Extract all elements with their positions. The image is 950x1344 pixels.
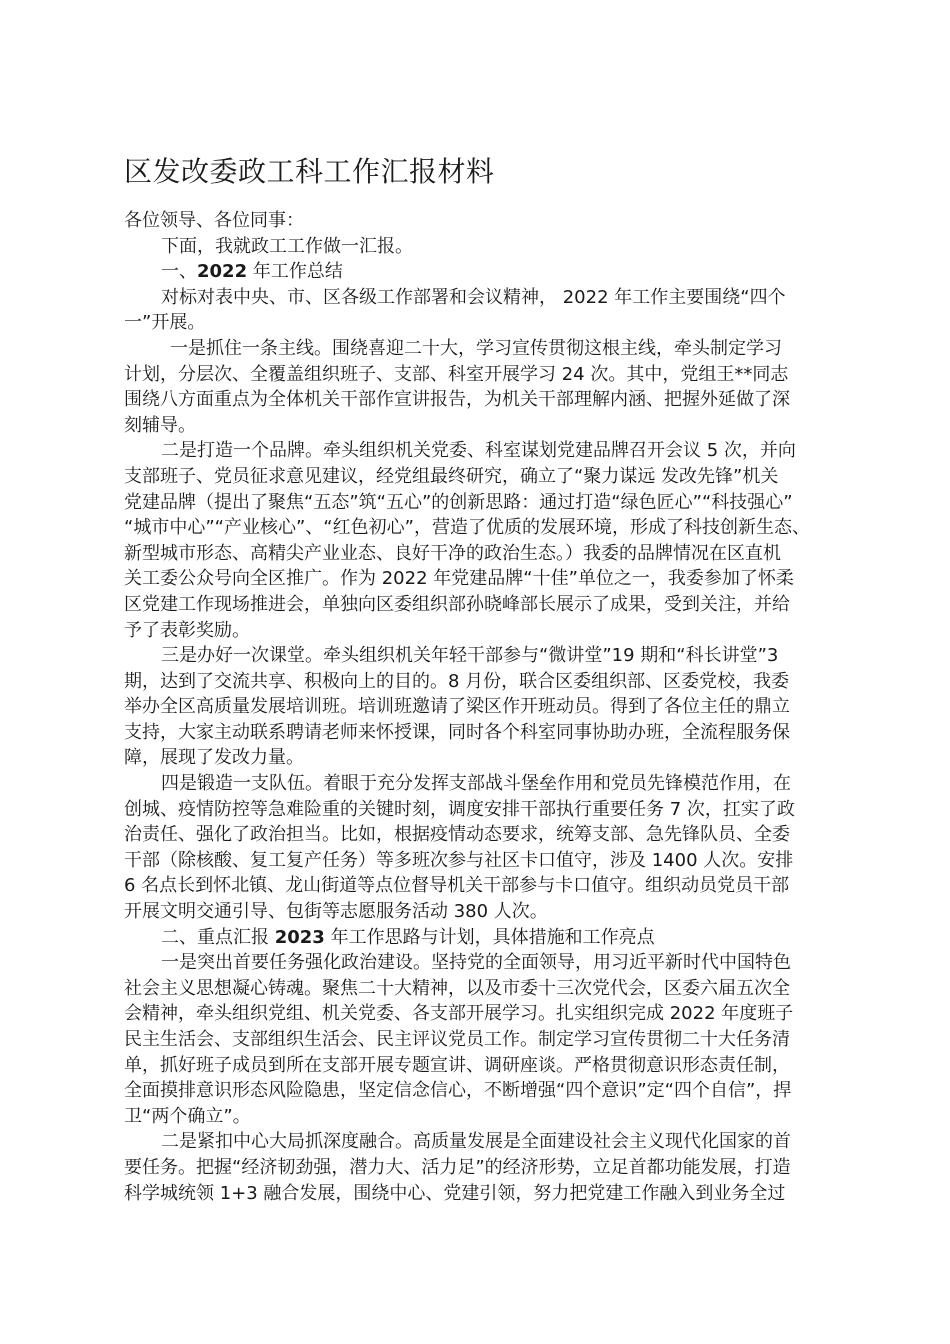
paragraph-line: 要任务。把握“经济韧劲强，潜力大、活力足”的经济形势，立足首都功能发展，打造: [124, 1156, 791, 1178]
paragraph-line: 6 名点长到怀北镇、龙山街道等点位督导机关干部参与卡口值守。组织动员党员干部: [124, 875, 790, 897]
paragraph-line: 干部（除核酸、复工复产任务）等多班次参与社区卡口值守，涉及 1400 人次。安排: [124, 849, 794, 871]
paragraph-line: 二是紧扣中心大局抓深度融合。高质量发展是全面建设社会主义现代化国家的首: [161, 1131, 791, 1153]
paragraph-line: 卫“两个确立”。: [124, 1105, 251, 1127]
paragraph-line: 创城、疫情防控等急难险重的关键时刻，调度安排干部执行重要任务 7 次，扛实了政: [124, 798, 795, 820]
paragraph-line: 一是突出首要任务强化政治建设。坚持党的全面领导，用习近平新时代中国特色: [161, 952, 791, 974]
paragraph-line: 予了表彰奖励。: [124, 619, 250, 641]
paragraph-line: 一是抓住一条主线。围绕喜迎二十大，学习宣传贯彻这根主线，牵头制定学习: [170, 337, 782, 359]
section-heading-2: 二、重点汇报 2023 年工作思路与计划，具体措施和工作亮点: [161, 926, 655, 948]
section-heading-1: 一、2022 年工作总结: [161, 261, 343, 283]
salutation-line: 各位领导、各位同事：: [124, 210, 304, 231]
paragraph-line: 开展文明交通引导、包街等志愿服务活动 380 人次。: [124, 901, 548, 923]
paragraph-line: 举办全区高质量发展培训班。培训班邀请了梁区作开班动员。得到了各位主任的鼎立: [124, 696, 790, 718]
paragraph-line: 社会主义思想凝心铸魂。聚焦二十大精神，以及市委十三次党代会，区委六届五次全: [124, 977, 790, 999]
paragraph-line: 围绕八方面重点为全体机关干部作宣讲报告，为机关干部理解内涵、把握外延做了深: [124, 389, 790, 411]
paragraph-line: 刻辅导。: [124, 414, 196, 436]
paragraph-line: 新型城市形态、高精尖产业业态、良好干净的政治生态。）我委的品牌情况在区直机: [124, 542, 781, 564]
heading-year: 2023: [274, 926, 325, 948]
paragraph-line: 会精神，牵头组织党组、机关党委、各支部开展学习。扎实组织完成 2022 年度班子: [124, 1003, 794, 1025]
paragraph-line: 障，展现了发改力量。: [124, 747, 304, 769]
paragraph-line: 区党建工作现场推进会，单独向区委组织部孙晓峰部长展示了成果，受到关注，并给: [124, 593, 790, 615]
paragraph-line: [124, 1206, 840, 1232]
page-title: 区发改委政工科工作汇报材料: [124, 155, 495, 188]
paragraph-line: 全面摸排意识形态风险隐患，坚定信念信心，不断增强“四个意识”定“四个自信”，捍: [124, 1080, 792, 1102]
paragraph-line: 计划，分层次、全覆盖组织班子、支部、科室开展学习 24 次。其中，党组王**同志: [124, 363, 789, 385]
paragraph-line: 二是打造一个品牌。牵头组织机关党委、科室谋划党建品牌召开会议 5 次，并向: [161, 440, 796, 462]
paragraph-line: 党建品牌（提出了聚焦“五态”筑“五心”的创新思路：通过打造“绿色匠心”“科技强心”: [124, 491, 793, 513]
heading-year: 2022: [197, 261, 248, 283]
paragraph-line: 科学城统领 1+3 融合发展，围绕中心、党建引领，努力把党建工作融入到业务全过: [124, 1182, 786, 1204]
paragraph-line: 民主生活会、支部组织生活会、民主评议党员工作。制定学习宣传贯彻二十大任务清: [124, 1029, 790, 1050]
paragraph-line: 期，达到了交流共享、积极向上的目的。8 月份，联合区委组织部、区委党校，我委: [124, 670, 790, 692]
paragraph-line: 下面，我就政工工作做一汇报。: [161, 235, 413, 257]
paragraph-line: 对标对表中央、市、区各级工作部署和会议精神， 2022 年工作主要围绕“四个: [161, 286, 786, 308]
paragraph-line: 治责任、强化了政治担当。比如，根据疫情动态要求，统筹支部、急先锋队员、全委: [124, 824, 790, 846]
paragraph-line: 四是锻造一支队伍。着眼于充分发挥支部战斗堡垒作用和党员先锋模范作用，在: [161, 773, 791, 795]
paragraph-line: 支持，大家主动联系聘请老师来怀授课，同时各个科室同事协助办班，全流程服务保: [124, 721, 790, 743]
paragraph-line: 关工委公众号向全区推广。作为 2022 年党建品牌“十佳”单位之一，我委参加了怀柔: [124, 568, 794, 590]
paragraph-line: 三是办好一次课堂。牵头组织机关年轻干部参与“微讲堂”19 期和“科长讲堂”3: [161, 645, 779, 667]
document-body: [124, 208, 840, 1232]
paragraph-line: 单，抓好班子成员到所在支部开展专题宣讲、调研座谈。严格贯彻意识形态责任制，: [124, 1054, 790, 1076]
paragraph-line: 一”开展。: [124, 312, 206, 334]
paragraph-line: 支部班子、党员征求意见建议，经党组最终研究，确立了“聚力谋远 发改先锋”机关: [124, 465, 779, 487]
paragraph-line: “城市中心”“产业核心”、“红色初心”，营造了优质的发展环境，形成了科技创新生态、: [124, 517, 810, 539]
